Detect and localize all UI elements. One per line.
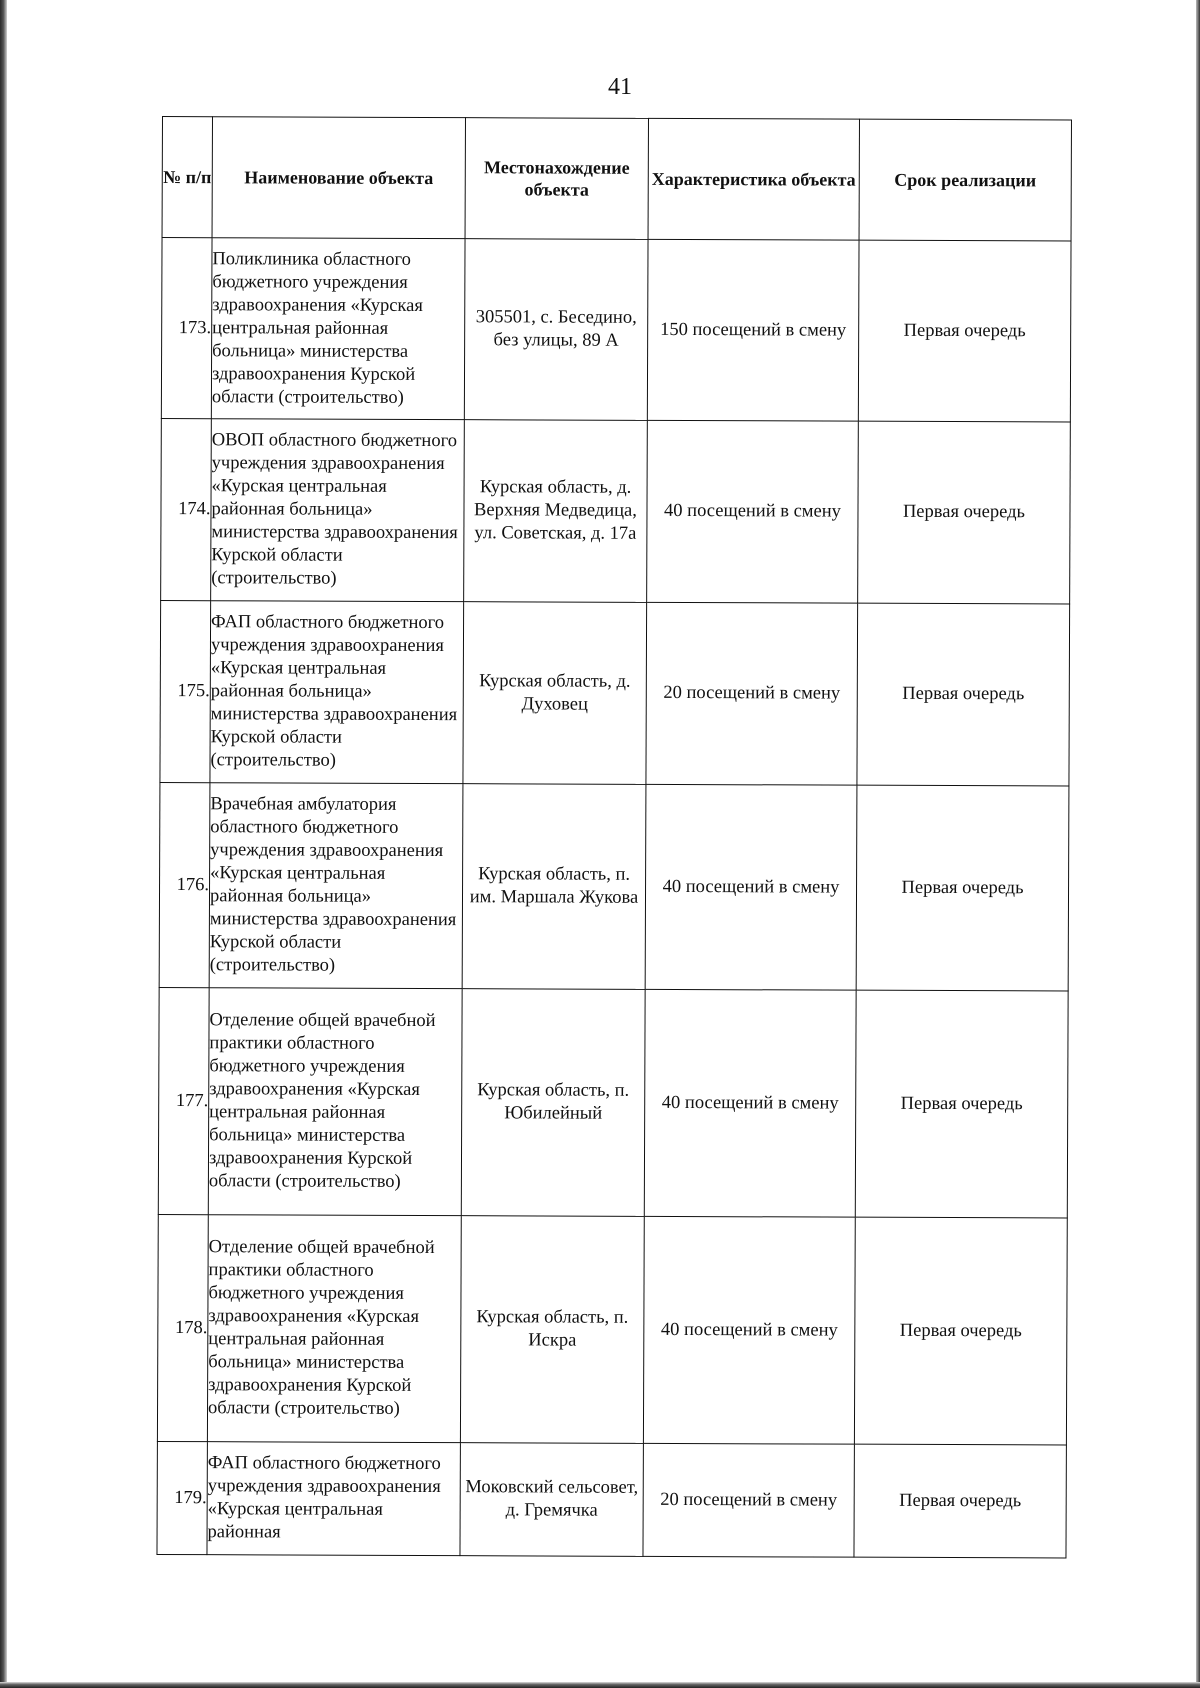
implementation-term: Первая очередь: [854, 1217, 1067, 1445]
object-location: Моковский сельсовет, д. Гремячка: [460, 1443, 643, 1557]
page-number: 41: [608, 74, 632, 100]
object-location: Курская область, п. Искра: [460, 1216, 644, 1444]
header-term: Срок реализации: [859, 119, 1071, 241]
row-number: 177.: [158, 987, 209, 1214]
row-number: 175.: [160, 600, 211, 782]
object-name: ФАП областного бюджетного учреждения здравоохранения «Курская центральная районная: [207, 1442, 460, 1556]
object-name: Поликлиника областного бюджетного учреждения здравоохранения «Курская центральная районная больница» министерства здравоохранения Курской области (строительство): [211, 238, 465, 420]
object-location: Курская область, п. Юбилейный: [461, 989, 645, 1217]
row-number: 174.: [161, 418, 212, 600]
table-row: [157, 1441, 1066, 1557]
object-name: ОВОП областного бюджетного учреждения здравоохранения «Курская центральная районная больница» министерства здравоохранения Курской области (строительство): [211, 419, 465, 602]
object-characteristic: 20 посещений в смену: [643, 1443, 854, 1557]
row-number: 179.: [157, 1441, 207, 1554]
object-location: Курская область, д. Верхняя Медведица, ул. Советская, д. 17а: [464, 420, 648, 603]
table-row: [160, 600, 1070, 785]
table-row: [161, 238, 1071, 422]
implementation-term: Первая очередь: [854, 1444, 1066, 1558]
implementation-term: Первая очередь: [855, 990, 1068, 1218]
row-number: 176.: [159, 782, 210, 987]
object-characteristic: 20 посещений в смену: [646, 602, 858, 785]
scan-edge-bottom: [0, 1682, 1200, 1688]
object-characteristic: 40 посещений в смену: [644, 989, 856, 1217]
object-name: Отделение общей врачебной практики областного бюджетного учреждения здравоохранения «Курская центральная районная больница» министерства здравоохранения Курской области (строительство): [208, 988, 462, 1216]
object-location: Курская область, п. им. Маршала Жукова: [462, 784, 646, 990]
header-num: № п/п: [162, 117, 212, 238]
table-row: [157, 1214, 1067, 1444]
scan-edge-right: [1196, 0, 1200, 1688]
implementation-term: Первая очередь: [857, 603, 1070, 786]
table-row: [161, 418, 1071, 603]
implementation-term: Первая очередь: [858, 421, 1071, 604]
object-name: Отделение общей врачебной практики областного бюджетного учреждения здравоохранения «Курская центральная районная больница» министерства здравоохранения Курской области (строительство): [207, 1215, 461, 1443]
object-location: Курская область, д. Духовец: [463, 602, 647, 785]
implementation-term: Первая очередь: [858, 240, 1071, 422]
object-name: Врачебная амбулатория областного бюджетного учреждения здравоохранения «Курская центральная районная больница» министерства здравоохранения Курской области (строительство): [209, 783, 463, 989]
table-header-row: [162, 117, 1071, 241]
table-row: [159, 782, 1069, 990]
object-characteristic: 40 посещений в смену: [645, 784, 857, 990]
header-location: Местонахождение объекта: [465, 118, 648, 240]
row-number: 178.: [157, 1214, 208, 1441]
header-name: Наименование объекта: [212, 117, 465, 239]
scan-edge-left: [0, 0, 7, 1688]
objects-table: [156, 116, 1072, 1558]
object-characteristic: 40 посещений в смену: [647, 420, 859, 603]
table-row: [158, 987, 1068, 1217]
implementation-term: Первая очередь: [856, 785, 1069, 991]
object-characteristic: 40 посещений в смену: [643, 1216, 855, 1444]
object-characteristic: 150 посещений в смену: [647, 239, 859, 421]
row-number: 173.: [161, 238, 212, 419]
object-location: 305501, с. Беседино, без улицы, 89 А: [464, 239, 648, 421]
object-name: ФАП областного бюджетного учреждения здравоохранения «Курская центральная районная больница» министерства здравоохранения Курской области (строительство): [210, 601, 464, 784]
header-characteristic: Характеристика объекта: [648, 118, 859, 240]
